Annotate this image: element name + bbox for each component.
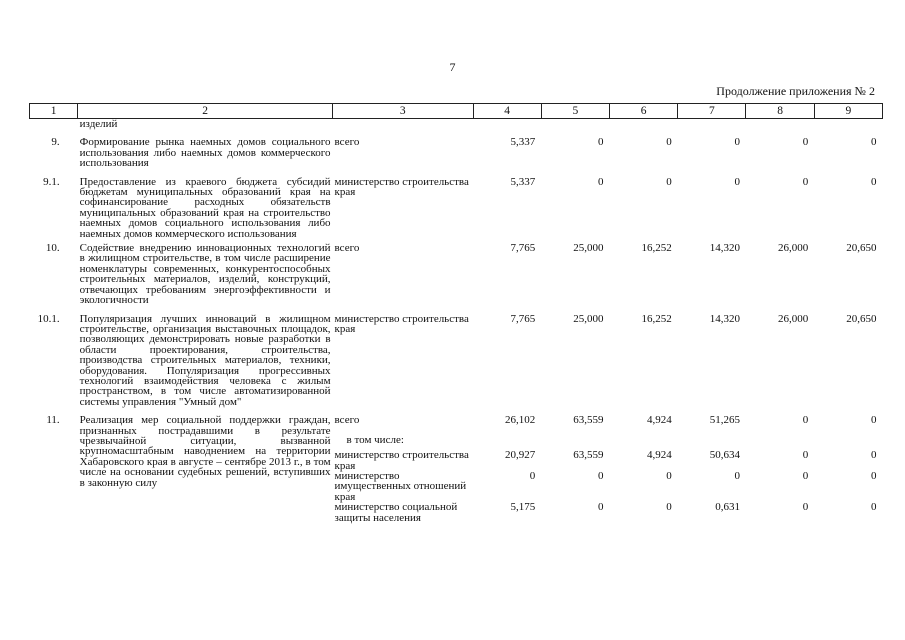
row-value: 0 (871, 501, 877, 514)
row-value: 0 (734, 175, 740, 188)
row-value: 0 (598, 175, 604, 188)
row-executor: всего (334, 414, 360, 427)
row-executor: министерство строительства края (334, 175, 469, 199)
row-value: 0 (871, 469, 877, 482)
row-value: 16,252 (641, 242, 672, 255)
row-description: Содействие внедрению инновационных технологий в жилищном строительстве, в том числе расширение номенклатуры современных, конкурентоспособных строительных материалов, изделий, конструкций, отвечающих требованиям энергоэффективности и экологичности (79, 242, 331, 307)
row-value: 5,175 (510, 501, 536, 514)
carryover-text: изделий (79, 118, 118, 130)
column-header: 6 (610, 104, 678, 119)
table-row (30, 415, 883, 435)
row-value: 0 (802, 449, 809, 462)
row-value: 0 (666, 501, 672, 514)
column-header: 8 (746, 104, 814, 119)
table-row (30, 137, 883, 168)
row-executor: всего (334, 242, 360, 255)
row-value: 7,765 (510, 312, 536, 325)
row-value: 4,924 (646, 414, 672, 427)
row-value: 4,924 (646, 449, 672, 462)
carryover-row (30, 119, 883, 130)
row-value: 25,000 (573, 242, 604, 255)
row-value: 0 (871, 136, 877, 149)
column-header: 5 (541, 104, 609, 119)
row-executor: министерство имущественных отношений края (334, 469, 467, 503)
row-value: 0 (598, 469, 604, 482)
row-value: 14,320 (709, 242, 740, 255)
row-value (746, 435, 814, 450)
row-value: 63,559 (573, 449, 604, 462)
column-header: 7 (678, 104, 746, 119)
row-value: 51,265 (709, 414, 740, 427)
row-executor: министерство строительства края (334, 449, 469, 472)
row-value: 0 (598, 136, 604, 149)
row-value: 20,650 (846, 312, 877, 325)
row-value: 0 (802, 469, 809, 482)
row-index: 9. (51, 136, 60, 149)
row-value: 0 (802, 136, 809, 149)
row-value: 25,000 (573, 312, 604, 325)
row-value: 14,320 (709, 312, 740, 325)
row-value: 0 (871, 414, 877, 427)
row-value: 0 (802, 414, 809, 427)
row-value: 26,102 (505, 414, 536, 427)
row-value: 0 (598, 501, 604, 514)
row-value: 0 (871, 175, 877, 188)
table-row (30, 243, 883, 305)
table-row (30, 177, 883, 239)
row-index: 9.1. (43, 175, 60, 188)
table-row (30, 314, 883, 408)
row-value: 0 (734, 469, 740, 482)
row-index: 11. (46, 414, 60, 427)
row-description: Предоставление из краевого бюджета субсидий бюджетам муниципальных образований края на софинансирование расходных обязательств муниципальных образований края на строительство наемных домов социального использования либо наемных домов коммерческого использования (79, 175, 331, 240)
row-value (473, 435, 541, 450)
row-value: 0 (802, 501, 809, 514)
row-value (678, 435, 746, 450)
row-value: 50,634 (709, 449, 740, 462)
row-description: Формирование рынка наемных домов социального использования либо наемных домов коммерческого использования (79, 136, 331, 170)
row-value: 0 (871, 449, 877, 462)
column-header: 2 (78, 104, 333, 119)
row-value: 63,559 (573, 414, 604, 427)
row-value: 0 (666, 136, 672, 149)
row-value: 0 (734, 136, 740, 149)
row-value: 5,337 (510, 136, 536, 149)
row-value: 0 (802, 175, 809, 188)
appendix-table (29, 103, 883, 523)
row-value (814, 435, 882, 450)
row-value: 26,000 (777, 312, 809, 325)
row-value: 16,252 (641, 312, 672, 325)
row-executor: министерство строительства края (334, 312, 469, 335)
column-header-row (30, 104, 883, 119)
row-value: 7,765 (510, 242, 536, 255)
row-value: 5,337 (510, 175, 536, 188)
row-executor: министерство социальной защиты населения (334, 501, 458, 524)
row-value: 0,631 (715, 501, 740, 514)
row-value: 20,650 (846, 242, 877, 255)
row-index: 10.1. (37, 312, 60, 325)
continuation-label: Продолжение приложения № 2 (716, 84, 875, 98)
column-header: 1 (30, 104, 78, 119)
row-index: 10. (45, 242, 60, 255)
row-value: 0 (666, 175, 672, 188)
row-value: 20,927 (505, 449, 536, 462)
row-value (610, 435, 678, 450)
row-value: 0 (529, 469, 536, 482)
row-value: 0 (666, 469, 672, 482)
column-header: 9 (814, 104, 882, 119)
column-header: 3 (333, 104, 473, 119)
row-description: Популяризация лучших инноваций в жилищном строительстве, организация выставочных площадок, позволяющих демонстрировать новые разработки в области проектирования, строительства, производства строительных материалов, техники, оборудования. Популяризация прогрессивных технологий взаимодействия человека с жилым пространством, в том числе автоматизированной системы управления "Умный дом" (79, 312, 331, 408)
page-number: 7 (449, 60, 456, 74)
row-description: Реализация мер социальной поддержки граждан, признанных пострадавшими в результате чрезвычайной ситуации, вызванной крупномасштабным наводнением на территории Хабаровского края в августе – сентябре 2013 г., в том числе на основании судебных решений, вступивших в законную силу (79, 414, 331, 489)
column-header: 4 (473, 104, 541, 119)
row-executor: всего (334, 136, 360, 149)
row-executor: в том числе: (346, 434, 404, 447)
row-value: 26,000 (777, 242, 809, 255)
row-value (541, 435, 609, 450)
